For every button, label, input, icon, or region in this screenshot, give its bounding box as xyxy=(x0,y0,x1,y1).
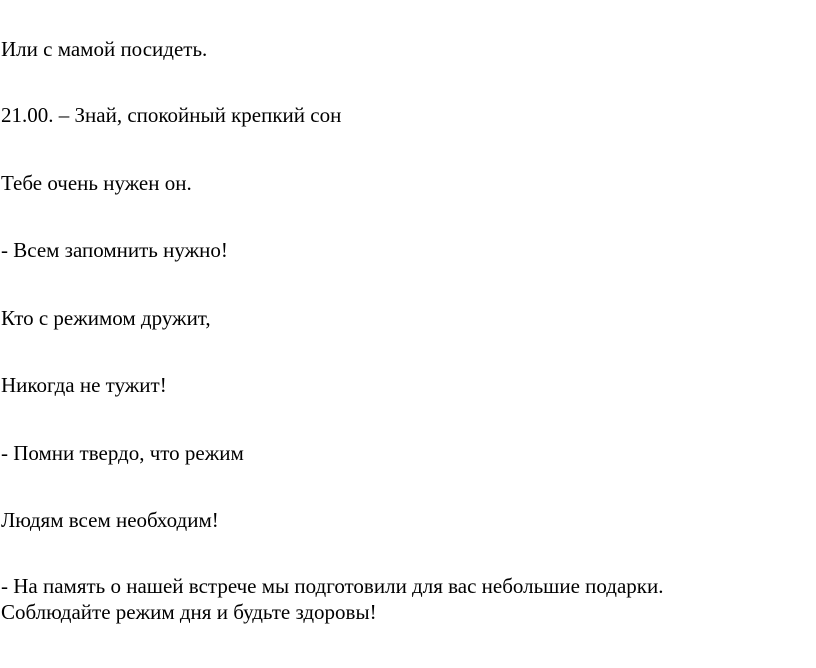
text-line: Кто с режимом дружит, xyxy=(1,306,211,330)
text-line: Или с мамой посидеть. xyxy=(1,37,208,61)
text-line: Никогда не тужит! xyxy=(1,373,167,397)
text-line: Людям всем необходим! xyxy=(1,508,219,532)
text-line: 21.00. – Знай, спокойный крепкий сон xyxy=(1,103,342,127)
text-line: Тебе очень нужен он. xyxy=(1,171,192,195)
text-line: - На память о нашей встрече мы подготовили для вас небольшие подарки. xyxy=(1,574,664,598)
text-line: - Помни твердо, что режим xyxy=(1,441,244,465)
text-line: Соблюдайте режим дня и будьте здоровы! xyxy=(1,600,377,624)
text-line: - Всем запомнить нужно! xyxy=(1,238,228,262)
